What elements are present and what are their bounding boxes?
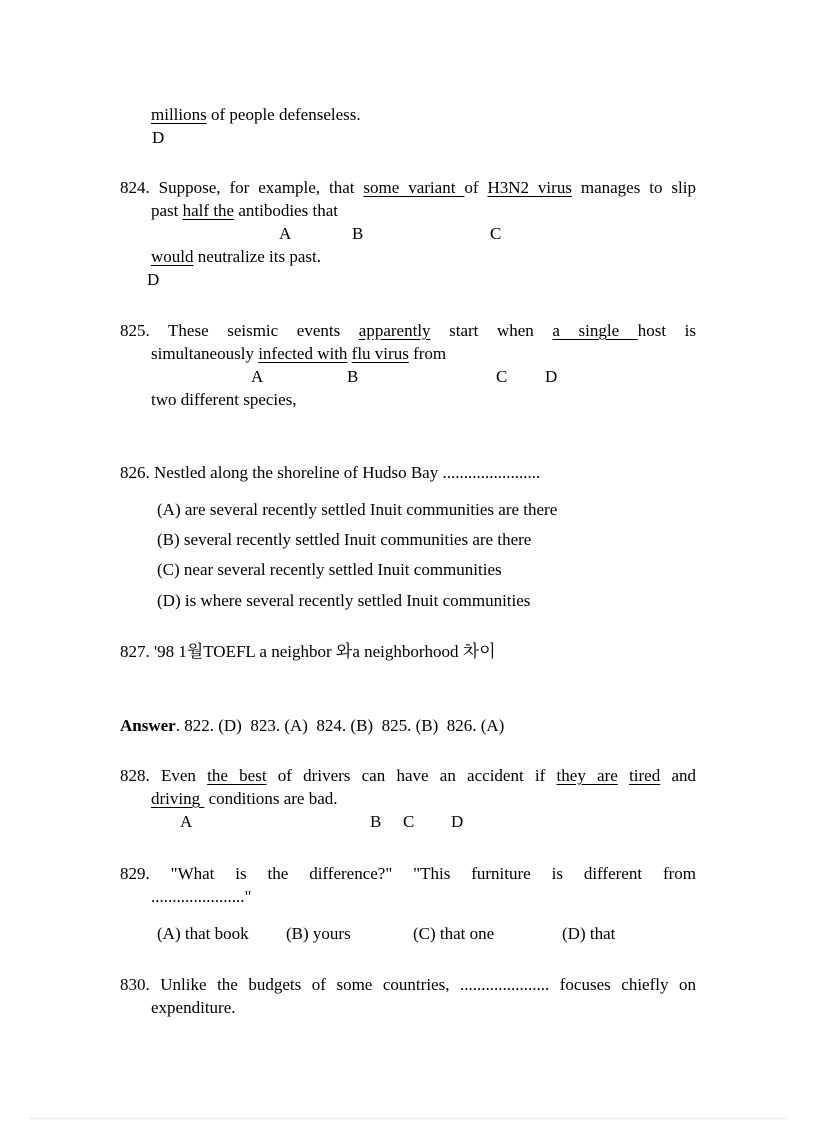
q824-letter-a: A [279,224,292,243]
q824-underline-b: H3N2 virus [487,178,572,197]
q829-line1: 829. "What is the difference?" "This furniture is different from [120,864,696,883]
q825-line3: two different species, [151,390,297,409]
q824-underline-d: would [151,247,194,266]
q823-line [151,104,361,126]
q829-option-c: (C) that one [413,924,495,943]
q824-letter-c: C [490,224,502,243]
q823-letter-d: D [152,128,165,147]
q829-option-a: (A) that book [157,924,249,943]
answer-line [120,715,504,737]
q829-option-d: (D) that [562,924,616,943]
q826-option-c: (C) near several recently settled Inuit communities [157,560,502,579]
answer-values: . 822. (D) 823. (A) 824. (B) 825. (B) 826. (A) [175,716,505,735]
q828-line2: driving conditions are bad. [151,789,338,808]
q828-letter-d: D [451,812,464,831]
q825-letter-c: C [496,367,508,386]
q830-line1: 830. Unlike the budgets of some countries, ..................... focuses chiefly on [120,975,696,994]
q829-option-b: (B) yours [286,924,351,943]
q828-underline-b: they are [556,766,618,785]
q825-letter-a: A [251,367,264,386]
q826-stem: 826. Nestled along the shoreline of Hudso Bay ....................... [120,463,541,482]
q828-line1: 828. Even the best of drivers can have an accident if they are tired and [120,766,697,785]
q825-letter-b: B [347,367,359,386]
q825-underline-b: a single [552,321,638,340]
q825-underline-d: flu virus [351,344,409,363]
q826-option-a: (A) are several recently settled Inuit communities are there [157,500,558,519]
q830-line2: expenditure. [151,998,236,1017]
page-bottom-rule [30,1118,786,1119]
q824-letter-b: B [352,224,364,243]
q828-letter-a: A [180,812,193,831]
q829-line2: ......................" [151,887,252,906]
q825-underline-a: apparently [358,321,431,340]
q824-line2: past half the antibodies that [151,201,338,220]
q824-underline-c: half the [182,201,235,220]
q824-letter-d: D [147,270,160,289]
q825-underline-c: infected with [258,344,348,363]
q824-line3: would neutralize its past. [151,247,321,266]
q823-underlined: millions [151,105,207,124]
q825-line1: 825. These seismic events apparently start when a single host is [120,321,696,340]
q825-letter-d: D [545,367,558,386]
q828-underline-a: the best [207,766,267,785]
q828-letter-b: B [370,812,382,831]
q828-underline-d: driving [151,789,205,808]
q828-letter-c: C [403,812,415,831]
q824-underline-a: some variant [363,178,465,197]
q823-text: of people defenseless. [206,105,361,124]
q825-line2: simultaneously infected with flu virus from [151,344,447,363]
q826-option-d: (D) is where several recently settled Inuit communities [157,591,531,610]
q828-underline-c: tired [629,766,661,785]
q827-text: 827. '98 1월TOEFL a neighbor 와a neighborhood 차이 [120,642,496,661]
q824-line1: 824. Suppose, for example, that some variant of H3N2 virus manages to slip [120,178,696,197]
answer-label: Answer [120,716,176,735]
q826-option-b: (B) several recently settled Inuit communities are there [157,530,532,549]
